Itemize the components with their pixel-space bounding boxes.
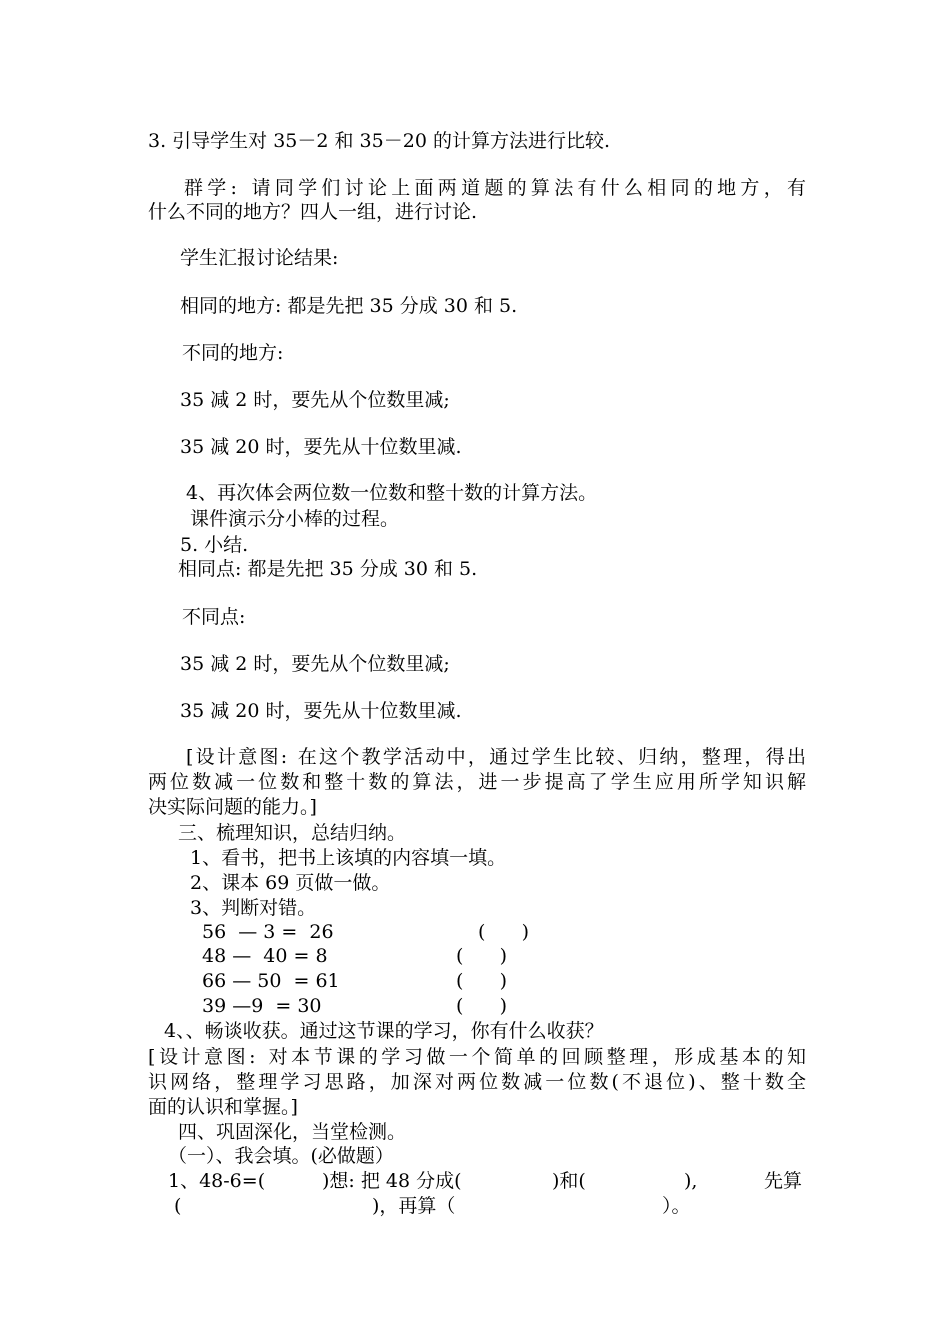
paragraph-diff-a: 35 减 2 时，要先从个位数里减; xyxy=(180,389,450,411)
paragraph-diff-1: 不同的地方: xyxy=(182,342,284,364)
paragraph-intent-1-line-3: 决实际问题的能力。] xyxy=(148,796,317,818)
judge-answer-blank-1: ( ) xyxy=(478,921,530,943)
judge-answer-blank-3: ( ) xyxy=(456,970,508,992)
paragraph-step-4-demo: 课件演示分小棒的过程。 xyxy=(190,508,400,530)
section-3-item-4: 4、、畅谈收获。通过这节课的学习，你有什么收获？ xyxy=(164,1020,604,1042)
judge-answer-blank-2: ( ) xyxy=(456,945,508,967)
section-3-item-3: 3、判断对错。 xyxy=(190,897,317,919)
paragraph-qunxue-line-1: 群学: 请同学们讨论上面两道题的算法有什么相同的地方，有 xyxy=(184,177,811,199)
paragraph-step-5: 5. 小结. xyxy=(180,534,249,556)
paragraph-step-3: 3. 引导学生对 35－2 和 35－20 的计算方法进行比较. xyxy=(148,130,610,152)
judge-expression-2: 48 — 40 = 8 xyxy=(202,945,328,967)
fill-question-end: ）。 xyxy=(662,1195,691,1217)
section-3-item-1: 1、看书，把书上该填的内容填一填。 xyxy=(190,847,507,869)
fill-question-start: 1、48-6=( xyxy=(168,1170,266,1192)
paragraph-step-4: 4、再次体会两位数一位数和整十数的计算方法。 xyxy=(186,482,598,504)
paragraph-report: 学生汇报讨论结果: xyxy=(180,247,339,269)
judge-expression-3: 66 — 50 = 61 xyxy=(202,970,340,992)
paragraph-diff-2: 不同点: xyxy=(182,606,246,628)
fill-question-then-calc: )，再算（ xyxy=(372,1195,456,1217)
paragraph-diff-c: 35 减 2 时，要先从个位数里减; xyxy=(180,653,450,675)
paragraph-same-2: 相同点: 都是先把 35 分成 30 和 5. xyxy=(178,558,478,580)
paragraph-qunxue-line-2: 什么不同的地方？四人一组，进行讨论. xyxy=(148,201,478,223)
paragraph-intent-2-line-1: [设计意图: 对本节课的学习做一个简单的回顾整理，形成基本的知 xyxy=(148,1046,810,1068)
paragraph-intent-2-line-2: 识网络，整理学习思路，加深对两位数减一位数(不退位)、整十数全 xyxy=(148,1071,810,1093)
paragraph-same-1: 相同的地方: 都是先把 35 分成 30 和 5. xyxy=(180,295,518,317)
paragraph-intent-1-line-2: 两位数减一位数和整十数的算法，进一步提高了学生应用所学知识解 xyxy=(148,771,810,793)
paragraph-intent-2-line-3: 面的认识和掌握。] xyxy=(148,1096,298,1118)
fill-question-first-calc: 先算 xyxy=(764,1170,803,1192)
paragraph-diff-d: 35 减 20 时，要先从十位数里减. xyxy=(180,700,462,722)
section-3-heading: 三、梳理知识，总结归纳。 xyxy=(178,822,407,844)
paragraph-intent-1-line-1: [设计意图: 在这个教学活动中，通过学生比较、归纳，整理，得出 xyxy=(186,746,809,768)
paragraph-diff-b: 35 减 20 时，要先从十位数里减. xyxy=(180,436,462,458)
section-3-item-2: 2、课本 69 页做一做。 xyxy=(190,872,391,894)
section-4-subheading: （一）、我会填。(必做题） xyxy=(168,1145,394,1167)
fill-question-close: ), xyxy=(684,1170,698,1192)
judge-answer-blank-4: ( ) xyxy=(456,995,508,1017)
fill-question-and: )和( xyxy=(552,1170,586,1192)
section-4-heading: 四、巩固深化，当堂检测。 xyxy=(178,1121,407,1143)
judge-expression-1: 56 — 3 = 26 xyxy=(202,921,334,943)
fill-question-think: )想: 把 48 分成( xyxy=(322,1170,462,1192)
judge-expression-4: 39 —9 = 30 xyxy=(202,995,322,1017)
fill-question-blank-open: ( xyxy=(174,1195,182,1217)
